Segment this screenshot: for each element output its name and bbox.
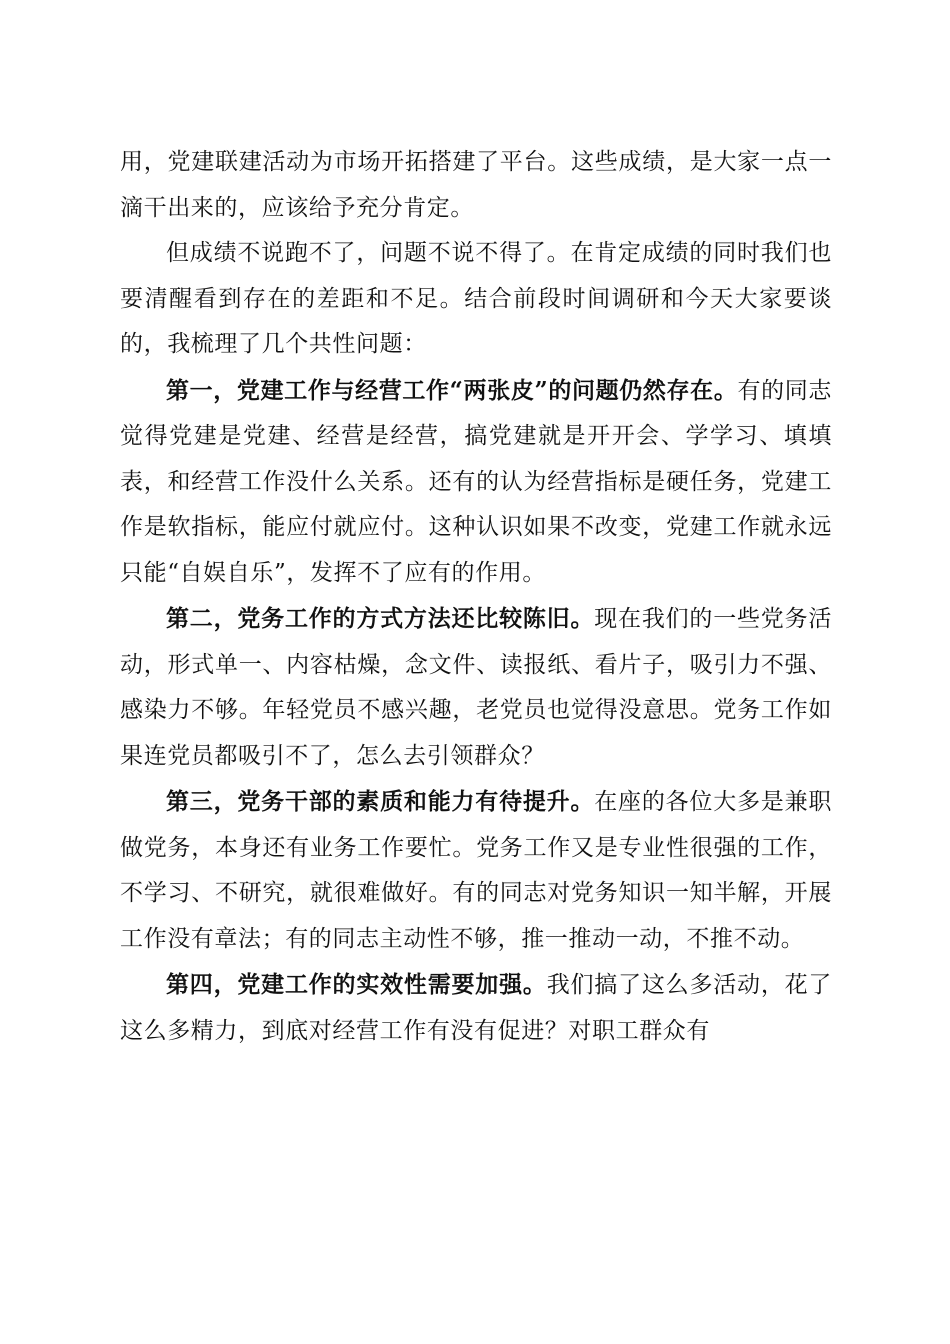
paragraph-continuation [120,140,832,231]
paragraph-intro-problems [120,231,832,368]
paragraph-problem-3 [120,779,832,962]
paragraph-problem-4 [120,962,832,1054]
paragraph-problem-2 [120,596,832,779]
paragraph-lead-heading: 第二，党务工作的方式方法还比较陈旧。 [166,605,595,632]
paragraph-text: 我们搞了这么多活动，花了这么多精力，到底对经营工作有没有促进？对职工群众有 [120,972,833,1044]
document-body [120,140,832,1054]
paragraph-lead-heading: 第三，党务干部的素质和能力有待提升。 [166,788,595,815]
paragraph-text: 用，党建联建活动为市场开拓搭建了平台。这些成绩，是大家一点一滴干出来的，应该给予充分肯定。 [120,149,832,221]
paragraph-problem-1 [120,368,832,597]
paragraph-lead-heading: 第四，党建工作的实效性需要加强。 [166,971,547,998]
paragraph-text: 有的同志觉得党建是党建、经营是经营，搞党建就是开开会、学学习、填填表，和经营工作没什么关系。还有的认为经营指标是硬任务，党建工作是软指标，能应付就应付。这种认识如果不改变，党建工作就永远只能“自娱自乐”，发挥不了应有的作用。 [120,377,832,586]
paragraph-text: 在座的各位大多是兼职做党务，本身还有业务工作要忙。党务工作又是专业性很强的工作，不学习、不研究，就很难做好。有的同志对党务知识一知半解，开展工作没有章法；有的同志主动性不够，推一推动一动，不推不动。 [120,789,832,952]
paragraph-lead-heading: 第一，党建工作与经营工作“两张皮”的问题仍然存在。 [166,376,738,404]
paragraph-text: 但成绩不说跑不了，问题不说不得了。在肯定成绩的同时我们也要清醒看到存在的差距和不足。结合前段时间调研和今天大家要谈的，我梳理了几个共性问题： [120,240,832,357]
paragraph-text: 现在我们的一些党务活动，形式单一、内容枯燥，念文件、读报纸、看片子，吸引力不强、感染力不够。年轻党员不感兴趣，老党员也觉得没意思。党务工作如果连党员都吸引不了，怎么去引领群众？ [120,606,832,769]
